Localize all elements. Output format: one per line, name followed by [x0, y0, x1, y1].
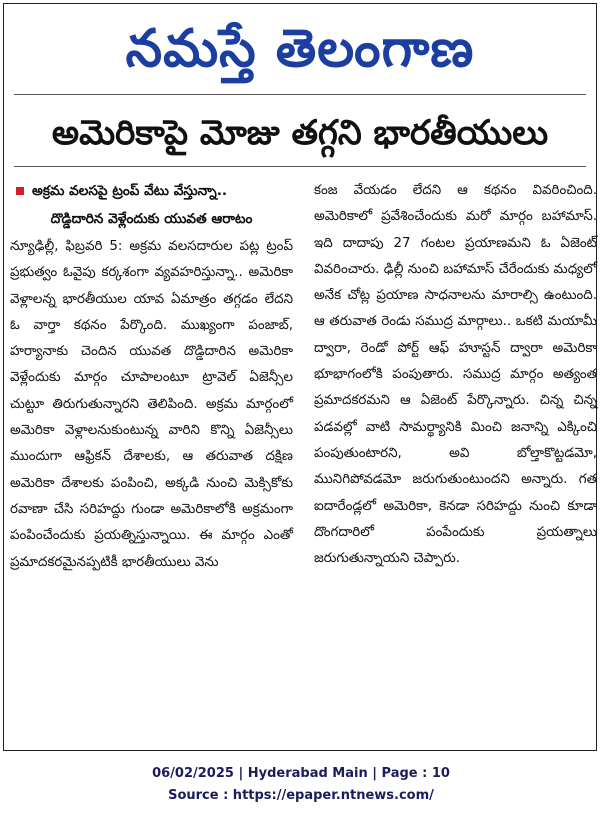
article-subheading-2: దొడ్డిదారిన వెళ్లేందుకు యువత ఆరాటం — [50, 211, 253, 227]
edition-line: 06/02/2025 | Hyderabad Main | Page : 10 — [152, 766, 450, 781]
article-headline: అమెరికాపై మోజు తగ్గని భారతీయులు — [51, 113, 549, 153]
article-body-right: కంజ వేయడం లేదని ఆ కథనం వివరించింది. అమెరికాలో ప్రవేశించేందుకు మరో మార్గం బహామాస్. ఇది దాదాపు 27 గంటల ప్రయాణమని ఓ ఏజెంట్ వివరించారు. ఢిల్లీ నుంచి బహామాస్ చేరేందుకు మధ్యలో అనేక చోట్ల ప్రయాణ సాధనాలను మారాల్సి ఉంటుంది. ఆ తరువాత రెండు సముద్ర మార్గాలు.. ఒకటి మయామీ ద్వారా, రెండో పోర్ట్ ఆఫ్ హూస్టన్ ద్వారా అమెరికా భూభాగంలోకి పంపుతారు. సముద్ర మార్గం అత్యంత ప్రమాదకరమని ఆ ఏజెంట్ పేర్కొన్నారు. చిన్న చిన్న పడవల్లో వాటి సామర్థ్యానికి మించి జనాన్ని ఎక్కించి పంపుతుంటారని, అవి బోల్తాకొట్టడమో, మునిగిపోవడమో జరుగుతుంటుందని అన్నారు. గత ఐదారేండ్లలో అమెరికా, కెనడా సరిహద్దు నుంచి కూడా దొంగదారిలో పంపేందుకు ప్రయత్నాలు జరుగుతున్నాయని చెప్పారు. — [314, 183, 597, 567]
article-column-right — [314, 178, 597, 572]
article-clipping — [3, 3, 597, 751]
article-column-left — [10, 178, 293, 576]
newspaper-masthead: నమస్తే తెలంగాణ — [125, 18, 475, 79]
bullet-icon — [16, 187, 24, 195]
subheading-text: అక్రమ వలసపై ట్రంప్ వేటు వేస్తున్నా.. — [32, 183, 228, 199]
source-line: Source : https://epaper.ntnews.com/ — [168, 788, 434, 803]
divider — [14, 94, 586, 95]
article-subheading — [10, 178, 293, 204]
article-body-left: న్యూఢిల్లీ, ఫిబ్రవరి 5: అక్రమ వలసదారుల పట్ల ట్రంప్ ప్రభుత్వం ఓవైపు కర్కశంగా వ్యవహరిస్తున్నా.. అమెరికా వెళ్లాలన్న భారతీయుల యావ ఏమాత్రం తగ్గడం లేదని ఓ వార్తా కథనం పేర్కొంది. ముఖ్యంగా పంజాబ్, హర్యానాకు చెందిన యువత దొడ్డిదారిన అమెరికా వెళ్లేందుకు మార్గం చూపాలంటూ ట్రావెల్ ఏజెన్సీల చుట్టూ తిరుగుతున్నారని తెలిపింది. అక్రమ మార్గంలో అమెరికా వెళ్లాలనుకుంటున్న వారిని కొన్ని ఏజెన్సీలు ముందుగా ఆఫ్రికన్ దేశాలకు, ఆ తరువాత దక్షిణ అమెరికా దేశాలకు పంపించి, అక్కడి నుంచి మెక్సికోకు రవాణా చేసి సరిహద్దు గుండా అమెరికాలోకి అక్రమంగా పంపించేందుకు ప్రయత్నిస్తున్నాయి. ఈ మార్గం ఎంతో ప్రమాదకరమైనప్పటికీ భారతీయులు వెను — [10, 239, 293, 570]
divider — [14, 166, 586, 167]
